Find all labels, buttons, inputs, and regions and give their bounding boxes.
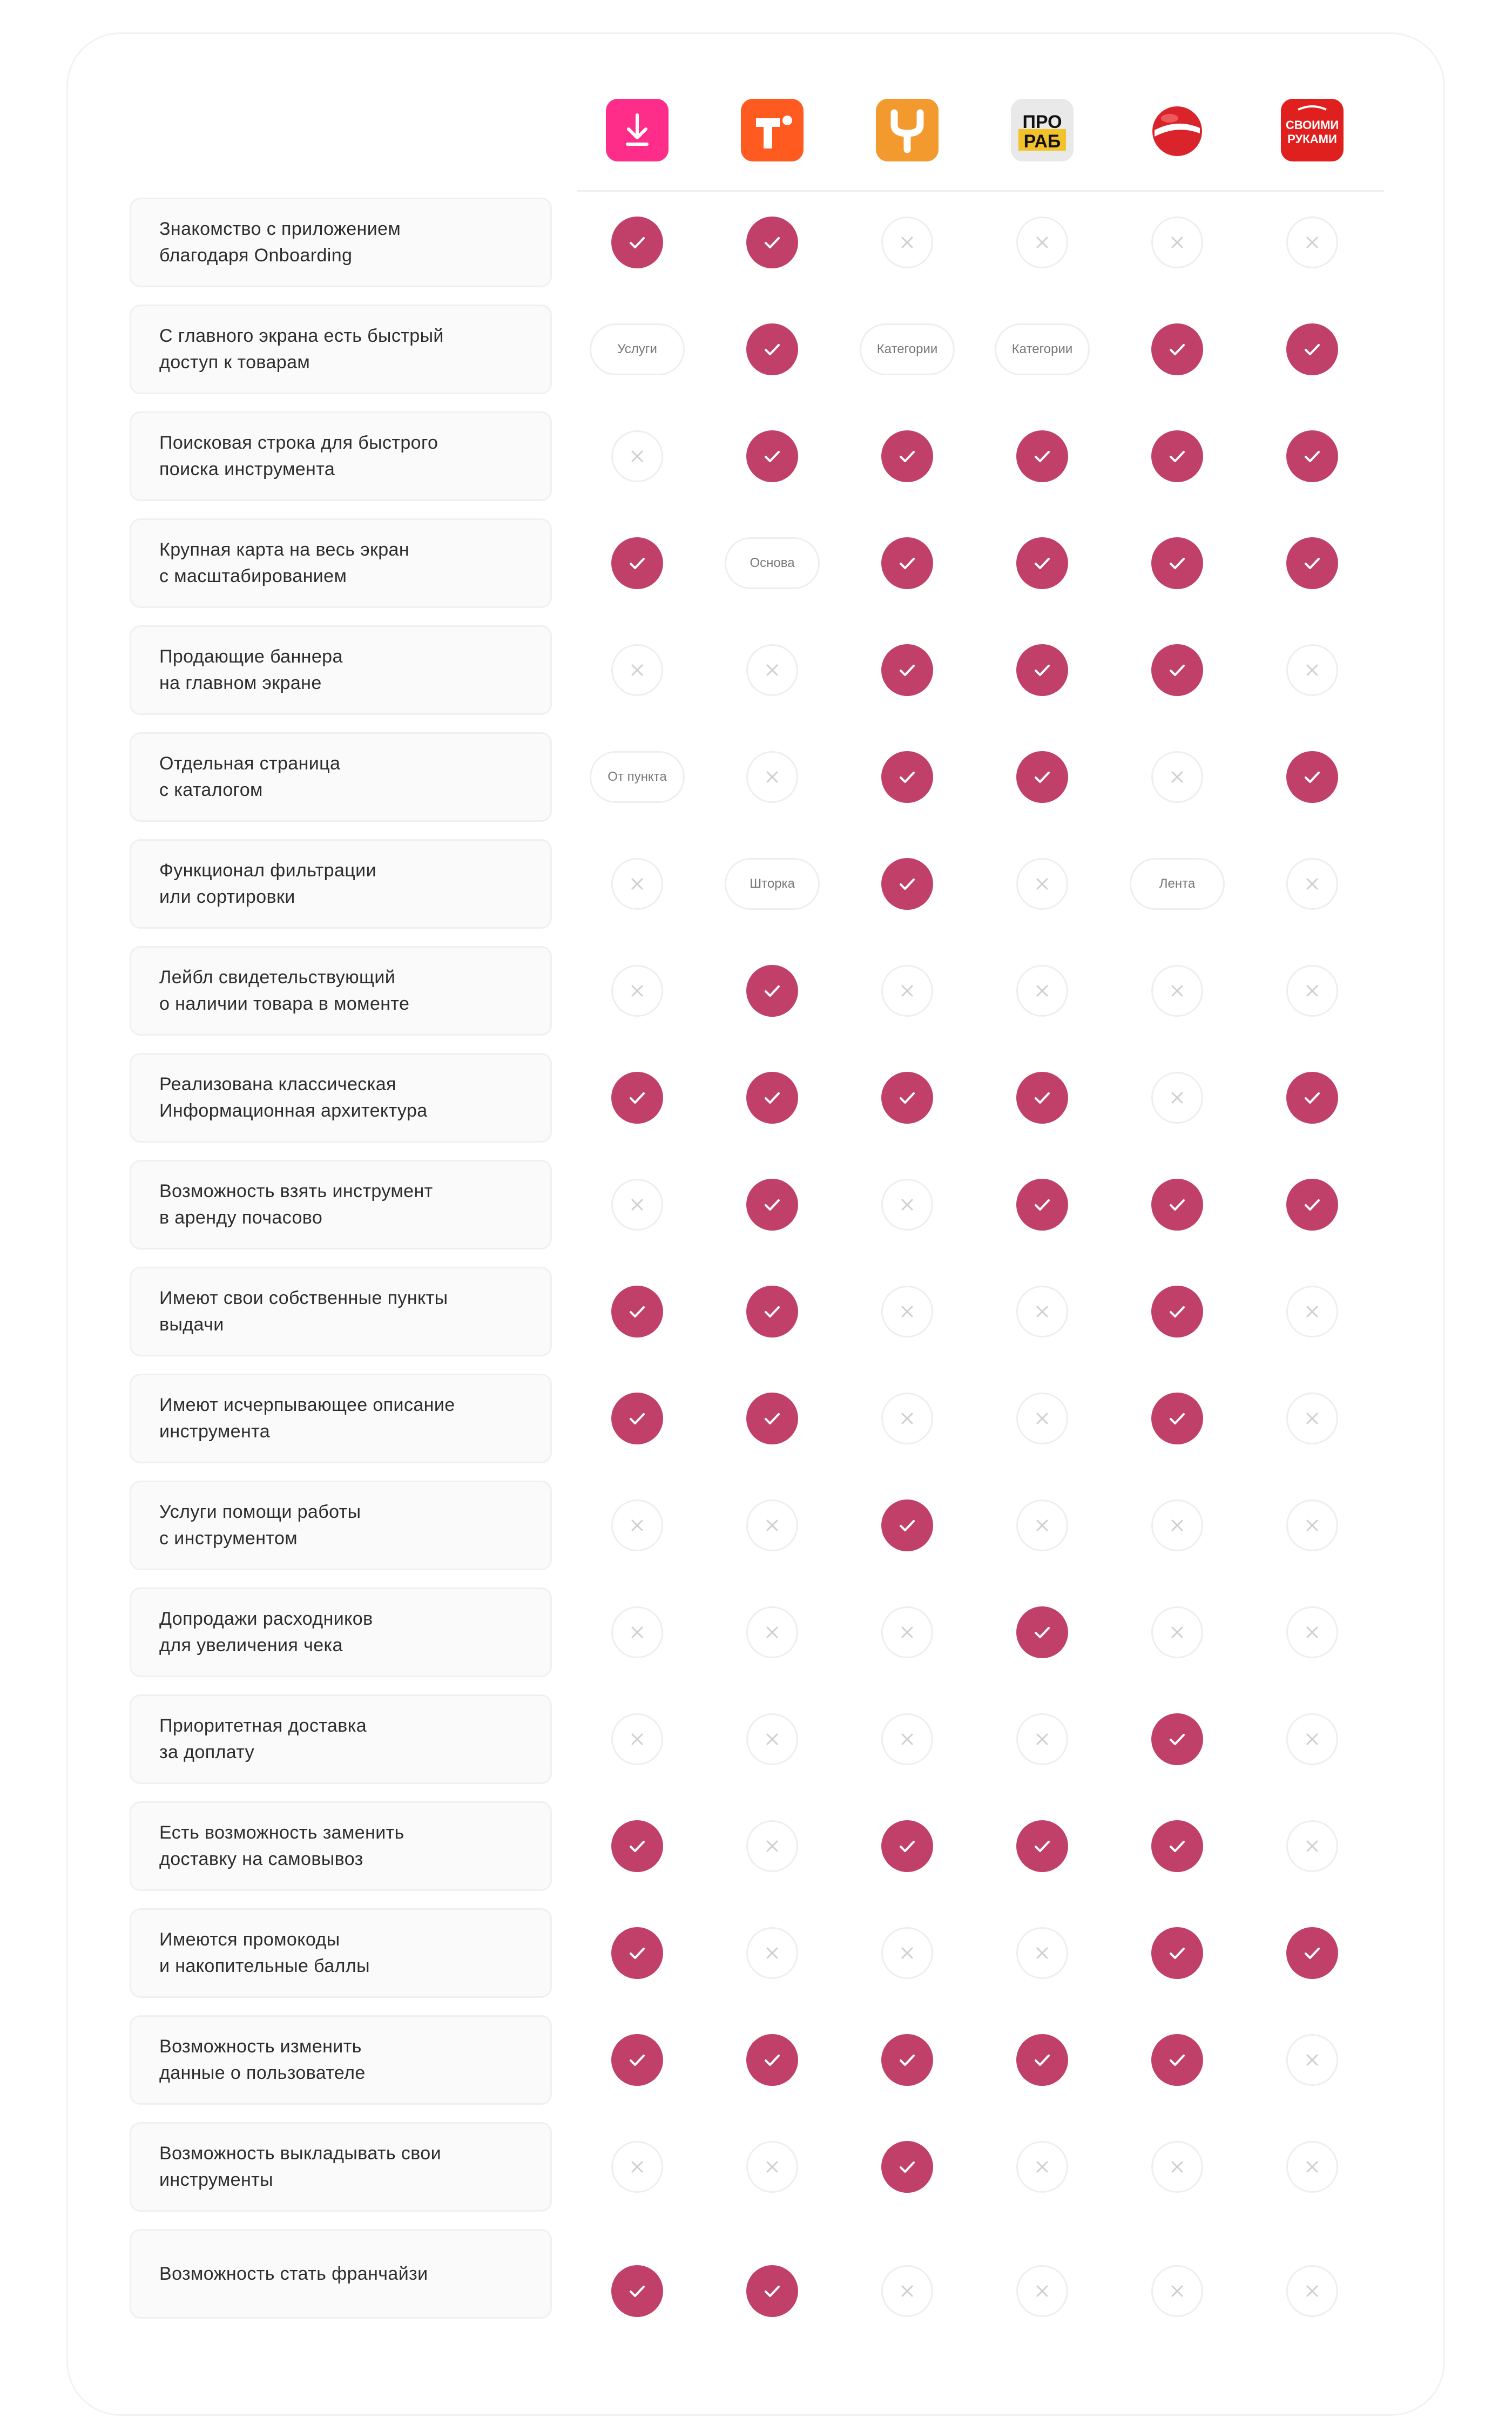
cross-icon [611,1606,663,1658]
cross-icon [746,1820,798,1872]
cross-icon [611,965,663,1017]
feature-label: Знакомство с приложением благодаря Onboarding [159,219,401,266]
cross-icon [746,1713,798,1765]
pink-download-app-icon [606,99,669,161]
feature-row [130,1267,552,1356]
check-icon [1151,430,1203,482]
cross-icon [611,1179,663,1231]
check-icon [881,751,933,803]
check-icon [1016,430,1068,482]
check-icon [881,1820,933,1872]
cross-icon [1286,858,1338,910]
cross-icon [611,2141,663,2193]
feature-label: Крупная карта на весь экран с масштабированием [159,539,410,586]
feature-label: Реализована классическая Информационная архитектура [159,1074,428,1121]
cross-icon [1286,1393,1338,1444]
check-icon [881,1072,933,1124]
cross-icon [881,2265,933,2317]
check-icon [881,2141,933,2193]
cross-icon [1151,2141,1203,2193]
note-pill: Основа [725,537,820,589]
check-icon [1151,2034,1203,2086]
cross-icon [1016,1713,1068,1765]
cross-icon [1286,1820,1338,1872]
feature-row [130,1481,552,1570]
check-icon [746,2265,798,2317]
cross-icon [746,2141,798,2193]
feature-row [130,2122,552,2212]
svg-text:РУКАМИ: РУКАМИ [1287,132,1337,146]
cross-icon [881,1927,933,1979]
check-icon [881,2034,933,2086]
cross-icon [1016,2265,1068,2317]
feature-row [130,732,552,822]
note-pill: Шторка [725,858,820,910]
check-icon [1286,751,1338,803]
cross-icon [1286,1286,1338,1337]
check-icon [881,537,933,589]
check-icon [881,1499,933,1551]
cross-icon [1016,965,1068,1017]
cross-icon [881,1606,933,1658]
feature-row [130,411,552,501]
cross-icon [611,858,663,910]
check-icon [1016,1072,1068,1124]
cross-icon [746,1499,798,1551]
cross-icon [1286,1713,1338,1765]
cross-icon [1286,1606,1338,1658]
check-icon [1016,2034,1068,2086]
cross-icon [611,430,663,482]
check-icon [611,2265,663,2317]
check-icon [746,1072,798,1124]
cross-icon [1016,858,1068,910]
feature-row [130,946,552,1036]
check-icon [1286,537,1338,589]
check-icon [1151,537,1203,589]
feature-label: Есть возможность заменить доставку на самовывоз [159,1822,404,1869]
check-icon [746,323,798,375]
check-icon [746,1179,798,1231]
feature-label: Возможность изменить данные о пользователе [159,2036,366,2083]
feature-label: Услуги помощи работы с инструментом [159,1502,361,1549]
cross-icon [746,1606,798,1658]
cross-icon [1151,1072,1203,1124]
check-icon [1151,1393,1203,1444]
feature-label: Продающие баннера на главном экране [159,646,343,693]
cross-icon [1151,1499,1203,1551]
cross-icon [1286,1499,1338,1551]
check-icon [1016,1606,1068,1658]
check-icon [746,1286,798,1337]
cross-icon [1286,644,1338,696]
feature-row [130,1908,552,1998]
check-icon [1151,644,1203,696]
note-pill: Услуги [590,323,685,375]
cross-icon [1016,1499,1068,1551]
check-icon [746,2034,798,2086]
feature-row [130,518,552,608]
cross-icon [1016,217,1068,268]
check-icon [1151,1179,1203,1231]
orange-t-app-icon [741,99,804,161]
feature-row [130,2015,552,2105]
cross-icon [1151,2265,1203,2317]
check-icon [746,430,798,482]
feature-label: Поисковая строка для быстрого поиска инструмента [159,433,438,479]
feature-label: Имеют исчерпывающее описание инструмента [159,1395,455,1442]
check-icon [1286,1927,1338,1979]
feature-label: Возможность стать франчайзи [159,2263,428,2284]
feature-row [130,1374,552,1463]
feature-label: Имеют свои собственные пункты выдачи [159,1288,448,1335]
note-pill: От пункта [590,751,685,803]
cross-icon [881,1179,933,1231]
feature-label: Отдельная страница с каталогом [159,753,341,800]
cross-icon [746,751,798,803]
check-icon [1286,323,1338,375]
feature-row [130,1053,552,1143]
feature-label: Допродажи расходников для увеличения чека [159,1609,373,1656]
check-icon [881,644,933,696]
check-icon [1151,1927,1203,1979]
check-icon [746,217,798,268]
cross-icon [746,1927,798,1979]
check-icon [1286,1179,1338,1231]
feature-row [130,1694,552,1784]
note-pill: Категории [860,323,955,375]
note-pill: Лента [1130,858,1225,910]
svg-text:РАБ: РАБ [1023,131,1061,152]
feature-row [130,1587,552,1677]
cross-icon [1286,2141,1338,2193]
cross-icon [611,1713,663,1765]
cross-icon [1016,2141,1068,2193]
check-icon [611,1393,663,1444]
feature-row [130,625,552,715]
feature-label: С главного экрана есть быстрый доступ к товарам [159,326,444,373]
feature-row [130,2229,552,2319]
cross-icon [1286,2265,1338,2317]
cross-icon [1151,751,1203,803]
cross-icon [1016,1927,1068,1979]
check-icon [611,1927,663,1979]
feature-row [130,305,552,394]
feature-row [130,839,552,929]
cross-icon [881,965,933,1017]
check-icon [611,217,663,268]
feature-row [130,1801,552,1891]
cross-icon [1151,217,1203,268]
feature-label: Лейбл свидетельствующий о наличии товара в моменте [159,967,410,1014]
check-icon [1016,1179,1068,1231]
cross-icon [1016,1393,1068,1444]
feature-label: Приоритетная доставка за доплату [159,1715,367,1762]
check-icon [1016,751,1068,803]
feature-row [130,198,552,287]
check-icon [746,965,798,1017]
feature-row [130,1160,552,1249]
check-icon [1151,1713,1203,1765]
check-icon [611,1286,663,1337]
prorab-app-icon [1011,99,1074,161]
note-pill: Категории [995,323,1090,375]
cross-icon [1151,965,1203,1017]
feature-label: Функционал фильтрации или сортировки [159,860,376,907]
check-icon [611,2034,663,2086]
check-icon [611,537,663,589]
cross-icon [881,217,933,268]
red-sphere-app-icon [1146,99,1209,161]
feature-label: Возможность взять инструмент в аренду почасово [159,1181,433,1228]
check-icon [1016,1820,1068,1872]
feature-label: Имеются промокоды и накопительные баллы [159,1929,370,1976]
cross-icon [1286,965,1338,1017]
cross-icon [881,1286,933,1337]
check-icon [1151,1820,1203,1872]
cross-icon [611,644,663,696]
cross-icon [881,1713,933,1765]
svg-text:СВОИМИ: СВОИМИ [1285,118,1339,132]
cross-icon [881,1393,933,1444]
check-icon [1286,1072,1338,1124]
check-icon [1286,430,1338,482]
check-icon [611,1820,663,1872]
svg-text:ПРО: ПРО [1022,112,1062,132]
check-icon [1151,323,1203,375]
check-icon [881,858,933,910]
cross-icon [1286,2034,1338,2086]
orange-y-app-icon [876,99,939,161]
check-icon [881,430,933,482]
svoimi-rukami-app-icon [1281,99,1344,161]
feature-label: Возможность выкладывать свои инструменты [159,2143,441,2190]
check-icon [611,1072,663,1124]
cross-icon [746,644,798,696]
check-icon [1151,1286,1203,1337]
check-icon [1016,537,1068,589]
cross-icon [1286,217,1338,268]
header-divider [577,190,1384,192]
check-icon [746,1393,798,1444]
cross-icon [1151,1606,1203,1658]
cross-icon [1016,1286,1068,1337]
check-icon [1016,644,1068,696]
cross-icon [611,1499,663,1551]
